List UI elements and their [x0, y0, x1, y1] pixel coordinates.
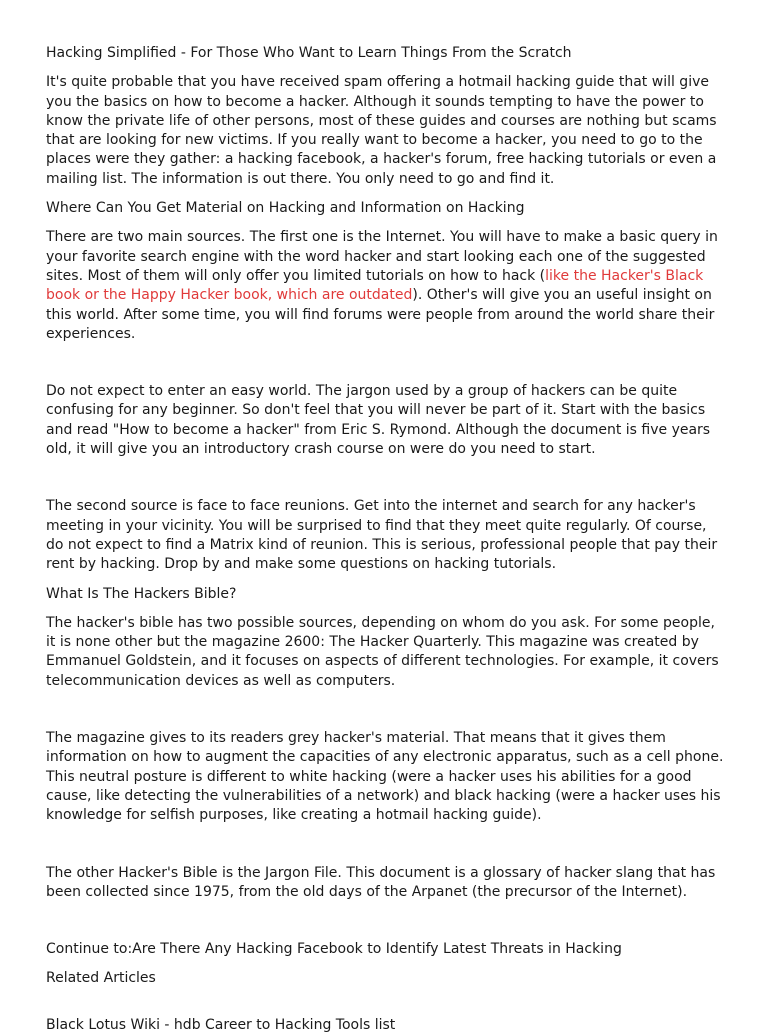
document-body: [46, 44, 726, 999]
paragraph-reunions: The second source is face to face reunions. Get into the internet and search for any hacker's meeting in your vicinity. You will be surprised to find that they meet quite regularly. Of course, do not expect to find a Matrix kind of reunion. This is serious, professional people that pay their rent by hacking. Drop by and make some questions on hacking tutorials.: [46, 498, 718, 573]
paragraph-bible-sources: The hacker's bible has two possible sources, depending on whom do you ask. For some people, it is none other but the magazine 2600: The Hacker Quarterly. This magazine was created by Emmanuel Goldstein, and it focuses on aspects of different technologies. For example, it covers telecommunication devices as well as computers.: [46, 614, 719, 689]
paragraph-jargon-file: The other Hacker's Bible is the Jargon File. This document is a glossary of hacker slang that has been collected since 1975, from the old days of the Arpanet (the precursor of the Internet).: [46, 864, 716, 900]
paragraph-grey-hacking: The magazine gives to its readers grey hacker's material. That means that it gives them information on how to augment the capacities of any electronic apparatus, such as a cell phone. This neutral posture is different to white hacking (were a hacker uses his abilities for a good cause, like detecting the vulnerabilities of a network) and black hacking (were a hacker uses his knowledge for selfish purposes, like creating a hotmail hacking guide).: [46, 730, 724, 824]
outdated-books-link[interactable]: like the Hacker's Black book or the Happy Hacker book, which are outdated: [46, 267, 704, 304]
section-heading-material: Where Can You Get Material on Hacking and Information on Hacking: [46, 200, 525, 217]
section-heading-bible: What Is The Hackers Bible?: [46, 585, 237, 602]
related-articles-heading: Related Articles: [46, 970, 156, 987]
paragraph-sources: [46, 228, 726, 344]
paragraph-sources-start: There are two main sources. The first one is the Internet. You will have to make a basic query in your favorite search engine with the word hacker and start looking each one of the suggested sites. Most of them will only offer you limited tutorials on how to hack (: [46, 229, 718, 284]
document-title: Hacking Simplified - For Those Who Want to Learn Things From the Scratch: [46, 45, 572, 61]
paragraph-intro: It's quite probable that you have received spam offering a hotmail hacking guide that will give you the basics on how to become a hacker. Although it sounds tempting to have the power to know the private life of other persons, most of these guides and courses are nothing but scams that are looking for new victims. If you really want to become a hacker, you need to go to the places were they gather: a hacking facebook, a hacker's forum, free hacking tutorials or even a mailing list. The information is out there. You only need to go and find it.: [46, 74, 717, 187]
related-article-item[interactable]: Black Lotus Wiki - hdb Career to Hacking Tools list: [46, 1017, 396, 1033]
paragraph-sources-end: ). Other's will give you an useful insight on this world. After some time, you will find forums were people from around the world share their experiences.: [46, 287, 715, 342]
paragraph-jargon: Do not expect to enter an easy world. The jargon used by a group of hackers can be quite confusing for any beginner. So don't feel that you will never be part of it. Start with the basics and read "How to become a hacker" from Eric S. Rymond. Although the document is five years old, it will give you an introductory crash course on were do you need to start.: [46, 383, 711, 458]
continue-link[interactable]: Continue to:Are There Any Hacking Facebook to Identify Latest Threats in Hacking: [46, 941, 622, 958]
